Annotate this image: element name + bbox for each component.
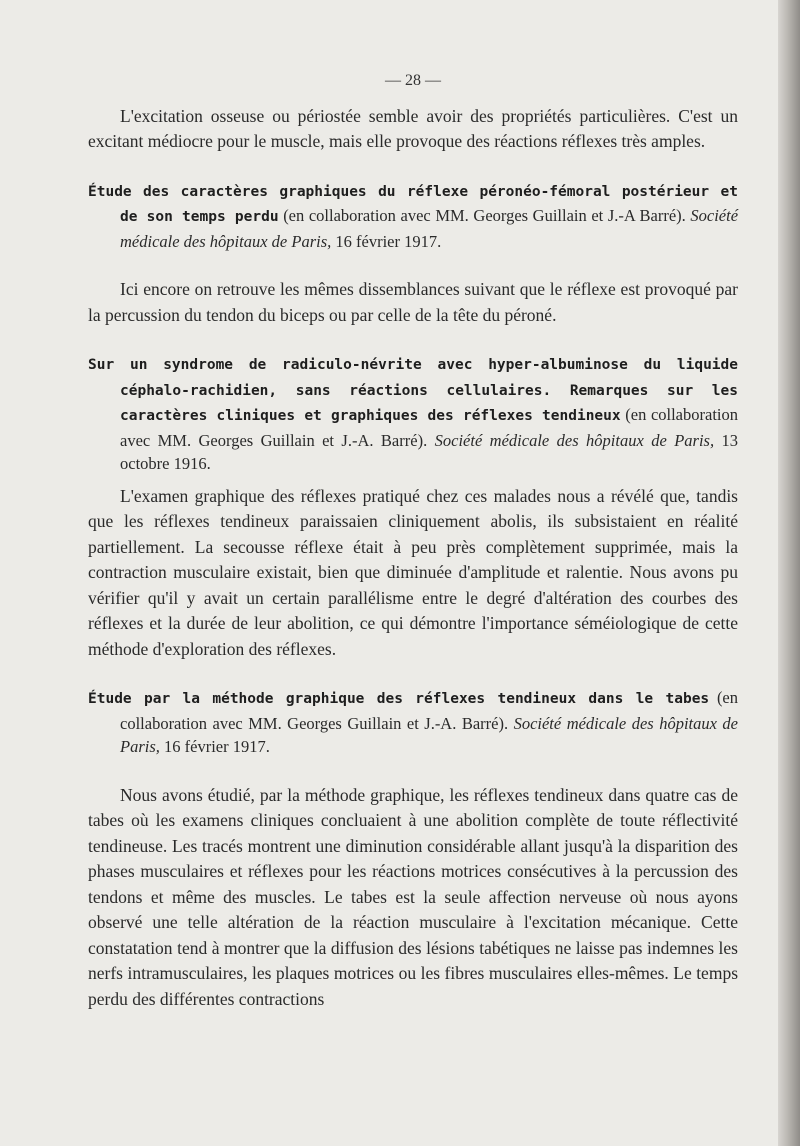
entry-source: Société médicale des hôpitaux de Paris, [434,430,715,450]
bibliography-entry-tabes [88,686,738,759]
entry-source: Société médicale des hôpitaux de Paris, [120,206,739,251]
entry-title: Sur un syndrome de radiculo-névrite avec hyper-albuminose du liquide céphalo-rachidien, sans réactions cellulaires. Remarques sur les caractères cliniques et graphiques des réflexes tendineux [88,357,738,424]
bibliography-entry-radiculo-nevrite [88,352,738,476]
bibliography-entry-peroneo-femoral [88,179,738,254]
entry-collaboration: (en collaboration avec MM. Georges Guillain et J.-A. Barré). [120,405,738,450]
entry-title: Étude par la méthode graphique des réflexes tendineux dans le tabes [88,691,710,707]
entry-date: 16 février 1917. [164,737,270,756]
entry-title: Étude des caractères graphiques du réflexe péronéo-fémoral postérieur et de son temps perdu [88,183,738,225]
paragraph-dissemblances: Ici encore on retrouve les mêmes dissemblances suivant que le réflexe est provoqué par la percussion du tendon du biceps ou par celle de la tête du péroné. [88,279,738,325]
paragraph-graphic-exam: L'examen graphique des réflexes pratiqué chez ces malades nous a révélé que, tandis que les réflexes tendineux paraissaien cliniquement abolis, ils subsistaient en réalité partiellement. La secousse réflexe était à peu près complètement supprimée, mais la contraction musculaire existait, bien que diminuée d'amplitude et ralentie. Nous avons pu vérifier qu'il y avait un certain parallélisme entre le degré d'altération des courbes des réflexes et la durée de leur abolition, ce qui démontre l'importance séméiologique de cette méthode d'exploration des réflexes. [88,485,738,659]
entry-source: Société médicale des hôpitaux de Paris, [120,713,738,756]
page-content [88,68,738,1012]
entry-collaboration: (en collaboration avec MM. Georges Guillain et J.-A. Barré). [120,688,739,733]
page-edge-shadow [778,0,800,1146]
paragraph-bone-excitation: L'excitation osseuse ou périostée semble avoir des propriétés particulières. C'est un excitant médiocre pour le muscle, mais elle provoque des réactions réflexes très amples. [88,105,738,151]
paragraph-tabes-study: Nous avons étudié, par la méthode graphique, les réflexes tendineux dans quatre cas de tabes où les examens cliniques concluaient à une abolition complète de toute réflectivité tendineuse. Les tracés montrent une diminution considérable allant jusqu'à la disparition des phases musculaires et réflexes pour les réactions motrices consécutives à la percussion des tendons et même des muscles. Le tabes est la seule affection nerveuse où nous ayons observé une telle altération de la réaction musculaire à l'excitation mécanique. Cette constatation tend à montrer que la diffusion des lésions tabétiques ne laisse pas indemnes les nerfs intramusculaires, les plaques motrices ou les fibres musculaires elles-mêmes. Le temps perdu des différentes contractions [88,784,738,1009]
page-number: — 28 — [385,72,441,89]
entry-date: 16 février 1917. [335,231,442,251]
entry-date: 13 octobre 1916. [120,430,739,473]
entry-collaboration: (en collaboration avec MM. Georges Guillain et J.-A Barré). [283,206,686,225]
